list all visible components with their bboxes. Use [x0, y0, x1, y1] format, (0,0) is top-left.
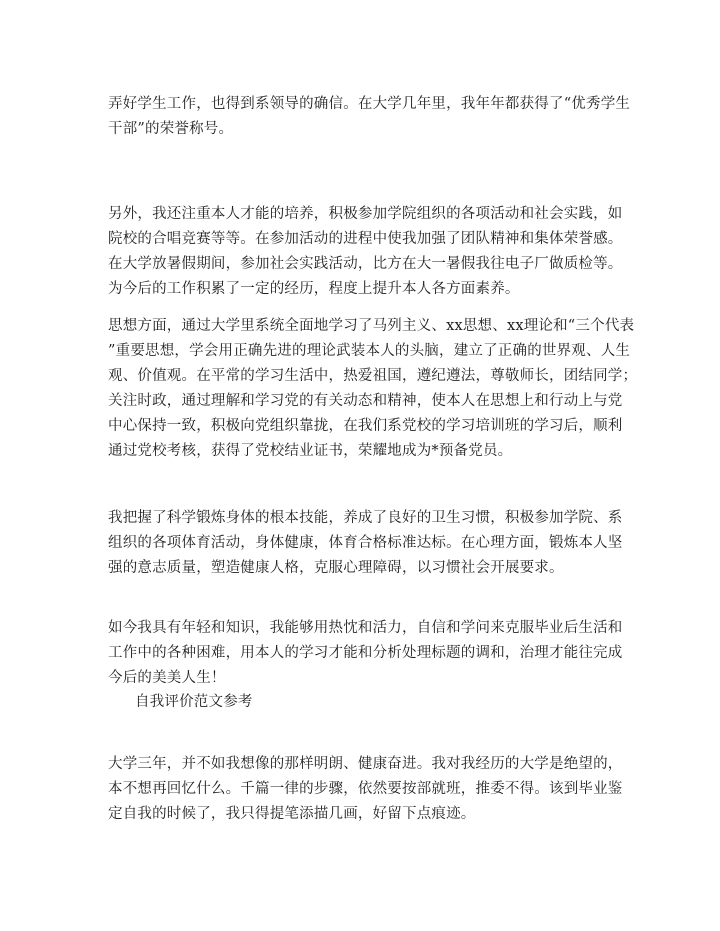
- text-line: ”重要思想，学会用正确先进的理论武装本人的头脑，建立了正确的世界观、人生: [108, 343, 631, 359]
- text-line: 中心保持一致，积极向党组织靠拢，在我们系党校的学习培训班的学习后，顺利: [108, 418, 623, 434]
- paragraph-future: [108, 616, 628, 691]
- text-line: 在大学放暑假期间，参加社会实践活动，比方在大一暑假我往电子厂做质检等。: [108, 256, 623, 272]
- text-line: 另外，我还注重本人才能的培养，积极参加学院组织的各项活动和社会实践，如: [108, 206, 623, 222]
- text-line: 弄好学生工作，也得到系领导的确信。在大学几年里，我年年都获得了“优秀学生: [108, 96, 631, 112]
- text-line: 观、价值观。在平常的学习生活中，热爱祖国，遵纪遵法，尊敬师长，团结同学；: [108, 368, 638, 384]
- text-line: 如今我具有年轻和知识，我能够用热忱和活力，自信和学问来克服毕业后生活和: [108, 620, 623, 636]
- text-line: 干部”的荣誉称号。: [108, 121, 234, 137]
- text-line: 思想方面，通过大学里系统全面地学习了马列主义、xx思想、xx理论和“三个代表: [108, 318, 635, 334]
- text-line: 本不想再回忆什么。千篇一律的步骤，依然要按部就班，推委不得。该到毕业鉴: [108, 781, 623, 797]
- text-line: 我把握了科学锻炼身体的根本技能，养成了良好的卫生习惯，积极参加学院、系: [108, 510, 623, 526]
- text-line: 强的意志质量，塑造健康人格，克服心理障碍，以习惯社会开展要求。: [108, 560, 564, 576]
- text-line: 今后的美美人生！: [108, 670, 226, 686]
- paragraph-university-years: [108, 752, 628, 827]
- section-heading: 自我评价范文参考: [135, 694, 253, 710]
- text-line: 定自我的时候了，我只得提笔添描几画，好留下点痕迹。: [108, 806, 476, 822]
- text-line: 院校的合唱竞赛等等。在参加活动的进程中使我加强了团队精神和集体荣誉感。: [108, 231, 623, 247]
- paragraph-student-work: [108, 92, 631, 142]
- text-line: 工作中的各种困难，用本人的学习才能和分析处理标题的调和，治理才能往完成: [108, 645, 623, 661]
- paragraph-physical-health: [108, 506, 628, 581]
- text-line: 组织的各项体育活动，身体健康，体育合格标准达标。在心理方面，锻炼本人坚: [108, 535, 623, 551]
- text-line: 大学三年，并不如我想像的那样明朗、健康奋进。我对我经历的大学是绝望的，: [108, 756, 623, 772]
- paragraph-ideology: [108, 314, 638, 464]
- text-line: 关注时政，通过理解和学习党的有关动态和精神，使本人在思想上和行动上与党: [108, 393, 623, 409]
- text-line: 通过党校考核，获得了党校结业证书，荣耀地成为*预备党员。: [108, 443, 513, 459]
- text-line: 为今后的工作积累了一定的经历，程度上提升本人各方面素养。: [108, 281, 520, 297]
- paragraph-abilities: [108, 202, 628, 302]
